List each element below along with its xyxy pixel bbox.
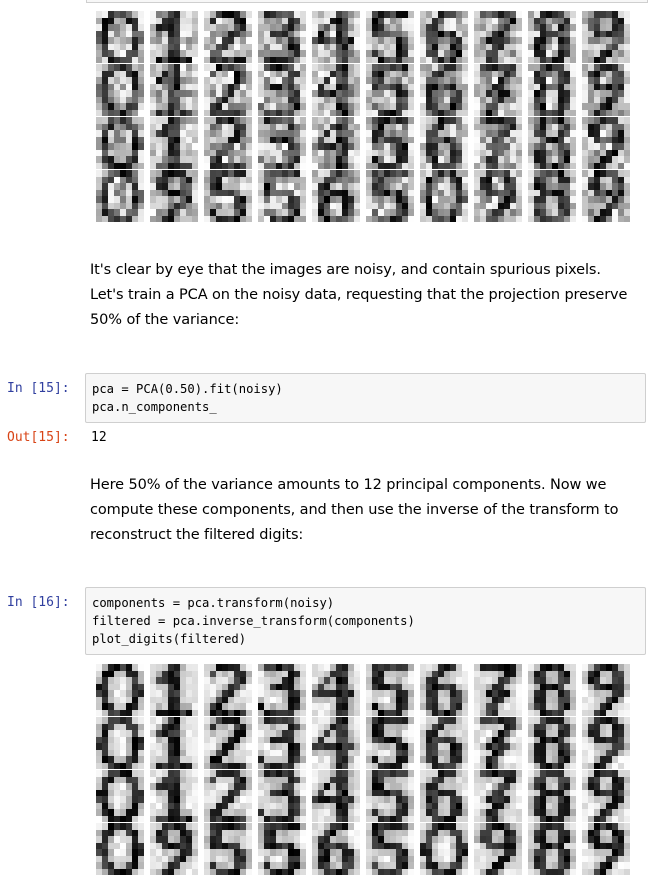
digit-image-5 xyxy=(258,823,306,875)
digit-image-9 xyxy=(582,823,630,875)
digit-image-3 xyxy=(258,717,306,769)
digit-image-1 xyxy=(150,770,198,822)
digit-image-0 xyxy=(96,717,144,769)
digit-image-3 xyxy=(258,770,306,822)
digit-image-0 xyxy=(96,170,144,222)
digit-image-0 xyxy=(96,664,144,716)
digit-image-5 xyxy=(366,823,414,875)
digit-image-3 xyxy=(258,117,306,169)
digit-image-8 xyxy=(528,664,576,716)
intro-paragraph: It's clear by eye that the images are noisy, and contain spurious pixels. Let's train a PCA on the noisy data, requesting that the projection preserve 50% of the variance: xyxy=(90,262,628,328)
code-cell-16[interactable]: components = pca.transform(noisy) filtered = pca.inverse_transform(components) plot_digits(filtered) xyxy=(85,587,646,655)
digit-image-0 xyxy=(96,117,144,169)
noisy-digits-plot xyxy=(96,11,630,222)
digit-image-5 xyxy=(366,770,414,822)
digit-image-0 xyxy=(96,11,144,63)
digit-image-6 xyxy=(420,64,468,116)
digit-image-3 xyxy=(258,11,306,63)
digit-image-5 xyxy=(366,170,414,222)
output-15: 12 xyxy=(91,430,107,445)
digit-image-8 xyxy=(528,770,576,822)
digit-image-3 xyxy=(258,64,306,116)
digit-image-2 xyxy=(204,717,252,769)
digit-image-0 xyxy=(96,770,144,822)
digit-image-6 xyxy=(420,117,468,169)
digit-image-6 xyxy=(312,170,360,222)
markdown-cell-intro xyxy=(90,258,638,333)
digit-image-2 xyxy=(204,117,252,169)
digit-image-7 xyxy=(474,64,522,116)
digit-image-9 xyxy=(582,770,630,822)
digit-image-9 xyxy=(582,717,630,769)
digit-image-4 xyxy=(312,770,360,822)
out-prompt-15: Out[15]: xyxy=(7,430,70,445)
digit-image-1 xyxy=(150,64,198,116)
digit-image-5 xyxy=(366,664,414,716)
digit-image-5 xyxy=(366,117,414,169)
digit-image-7 xyxy=(474,11,522,63)
digit-image-3 xyxy=(258,664,306,716)
in-prompt-15: In [15]: xyxy=(7,381,70,396)
digit-image-2 xyxy=(204,770,252,822)
digit-image-9 xyxy=(582,170,630,222)
digit-image-4 xyxy=(312,117,360,169)
digit-image-8 xyxy=(528,117,576,169)
digit-image-1 xyxy=(150,664,198,716)
digit-image-8 xyxy=(528,11,576,63)
digit-image-5 xyxy=(204,823,252,875)
digit-image-4 xyxy=(312,664,360,716)
digit-image-7 xyxy=(474,770,522,822)
digit-image-1 xyxy=(150,117,198,169)
digit-image-6 xyxy=(312,823,360,875)
markdown-cell-mid xyxy=(90,473,638,548)
digit-image-9 xyxy=(582,64,630,116)
digit-image-8 xyxy=(528,823,576,875)
digit-image-0 xyxy=(420,823,468,875)
digit-image-5 xyxy=(258,170,306,222)
digit-image-5 xyxy=(366,717,414,769)
digit-image-5 xyxy=(366,64,414,116)
digit-image-4 xyxy=(312,11,360,63)
digit-image-2 xyxy=(204,664,252,716)
previous-code-cell-fragment xyxy=(86,0,648,3)
digit-image-9 xyxy=(150,170,198,222)
digit-image-7 xyxy=(474,117,522,169)
filtered-digits-plot xyxy=(96,664,630,875)
digit-image-9 xyxy=(150,823,198,875)
digit-image-6 xyxy=(420,717,468,769)
digit-image-1 xyxy=(150,717,198,769)
digit-image-4 xyxy=(312,64,360,116)
digit-image-2 xyxy=(204,64,252,116)
digit-image-5 xyxy=(204,170,252,222)
digit-image-8 xyxy=(528,170,576,222)
mid-paragraph: Here 50% of the variance amounts to 12 principal components. Now we compute these components, and then use the inverse of the transform to reconstruct the filtered digits: xyxy=(90,477,619,543)
digit-image-9 xyxy=(582,11,630,63)
digit-image-7 xyxy=(474,717,522,769)
digit-image-9 xyxy=(582,117,630,169)
code-cell-15[interactable]: pca = PCA(0.50).fit(noisy) pca.n_components_ xyxy=(85,373,646,423)
digit-image-2 xyxy=(204,11,252,63)
digit-image-6 xyxy=(420,664,468,716)
digit-image-9 xyxy=(582,664,630,716)
digit-image-6 xyxy=(420,770,468,822)
digit-image-7 xyxy=(474,664,522,716)
digit-image-6 xyxy=(420,11,468,63)
in-prompt-16: In [16]: xyxy=(7,595,70,610)
digit-image-8 xyxy=(528,64,576,116)
digit-image-4 xyxy=(312,717,360,769)
digit-image-0 xyxy=(96,823,144,875)
digit-image-5 xyxy=(366,11,414,63)
digit-image-0 xyxy=(96,64,144,116)
digit-image-0 xyxy=(420,170,468,222)
digit-image-1 xyxy=(150,11,198,63)
digit-image-8 xyxy=(528,717,576,769)
digit-image-9 xyxy=(474,823,522,875)
digit-image-9 xyxy=(474,170,522,222)
